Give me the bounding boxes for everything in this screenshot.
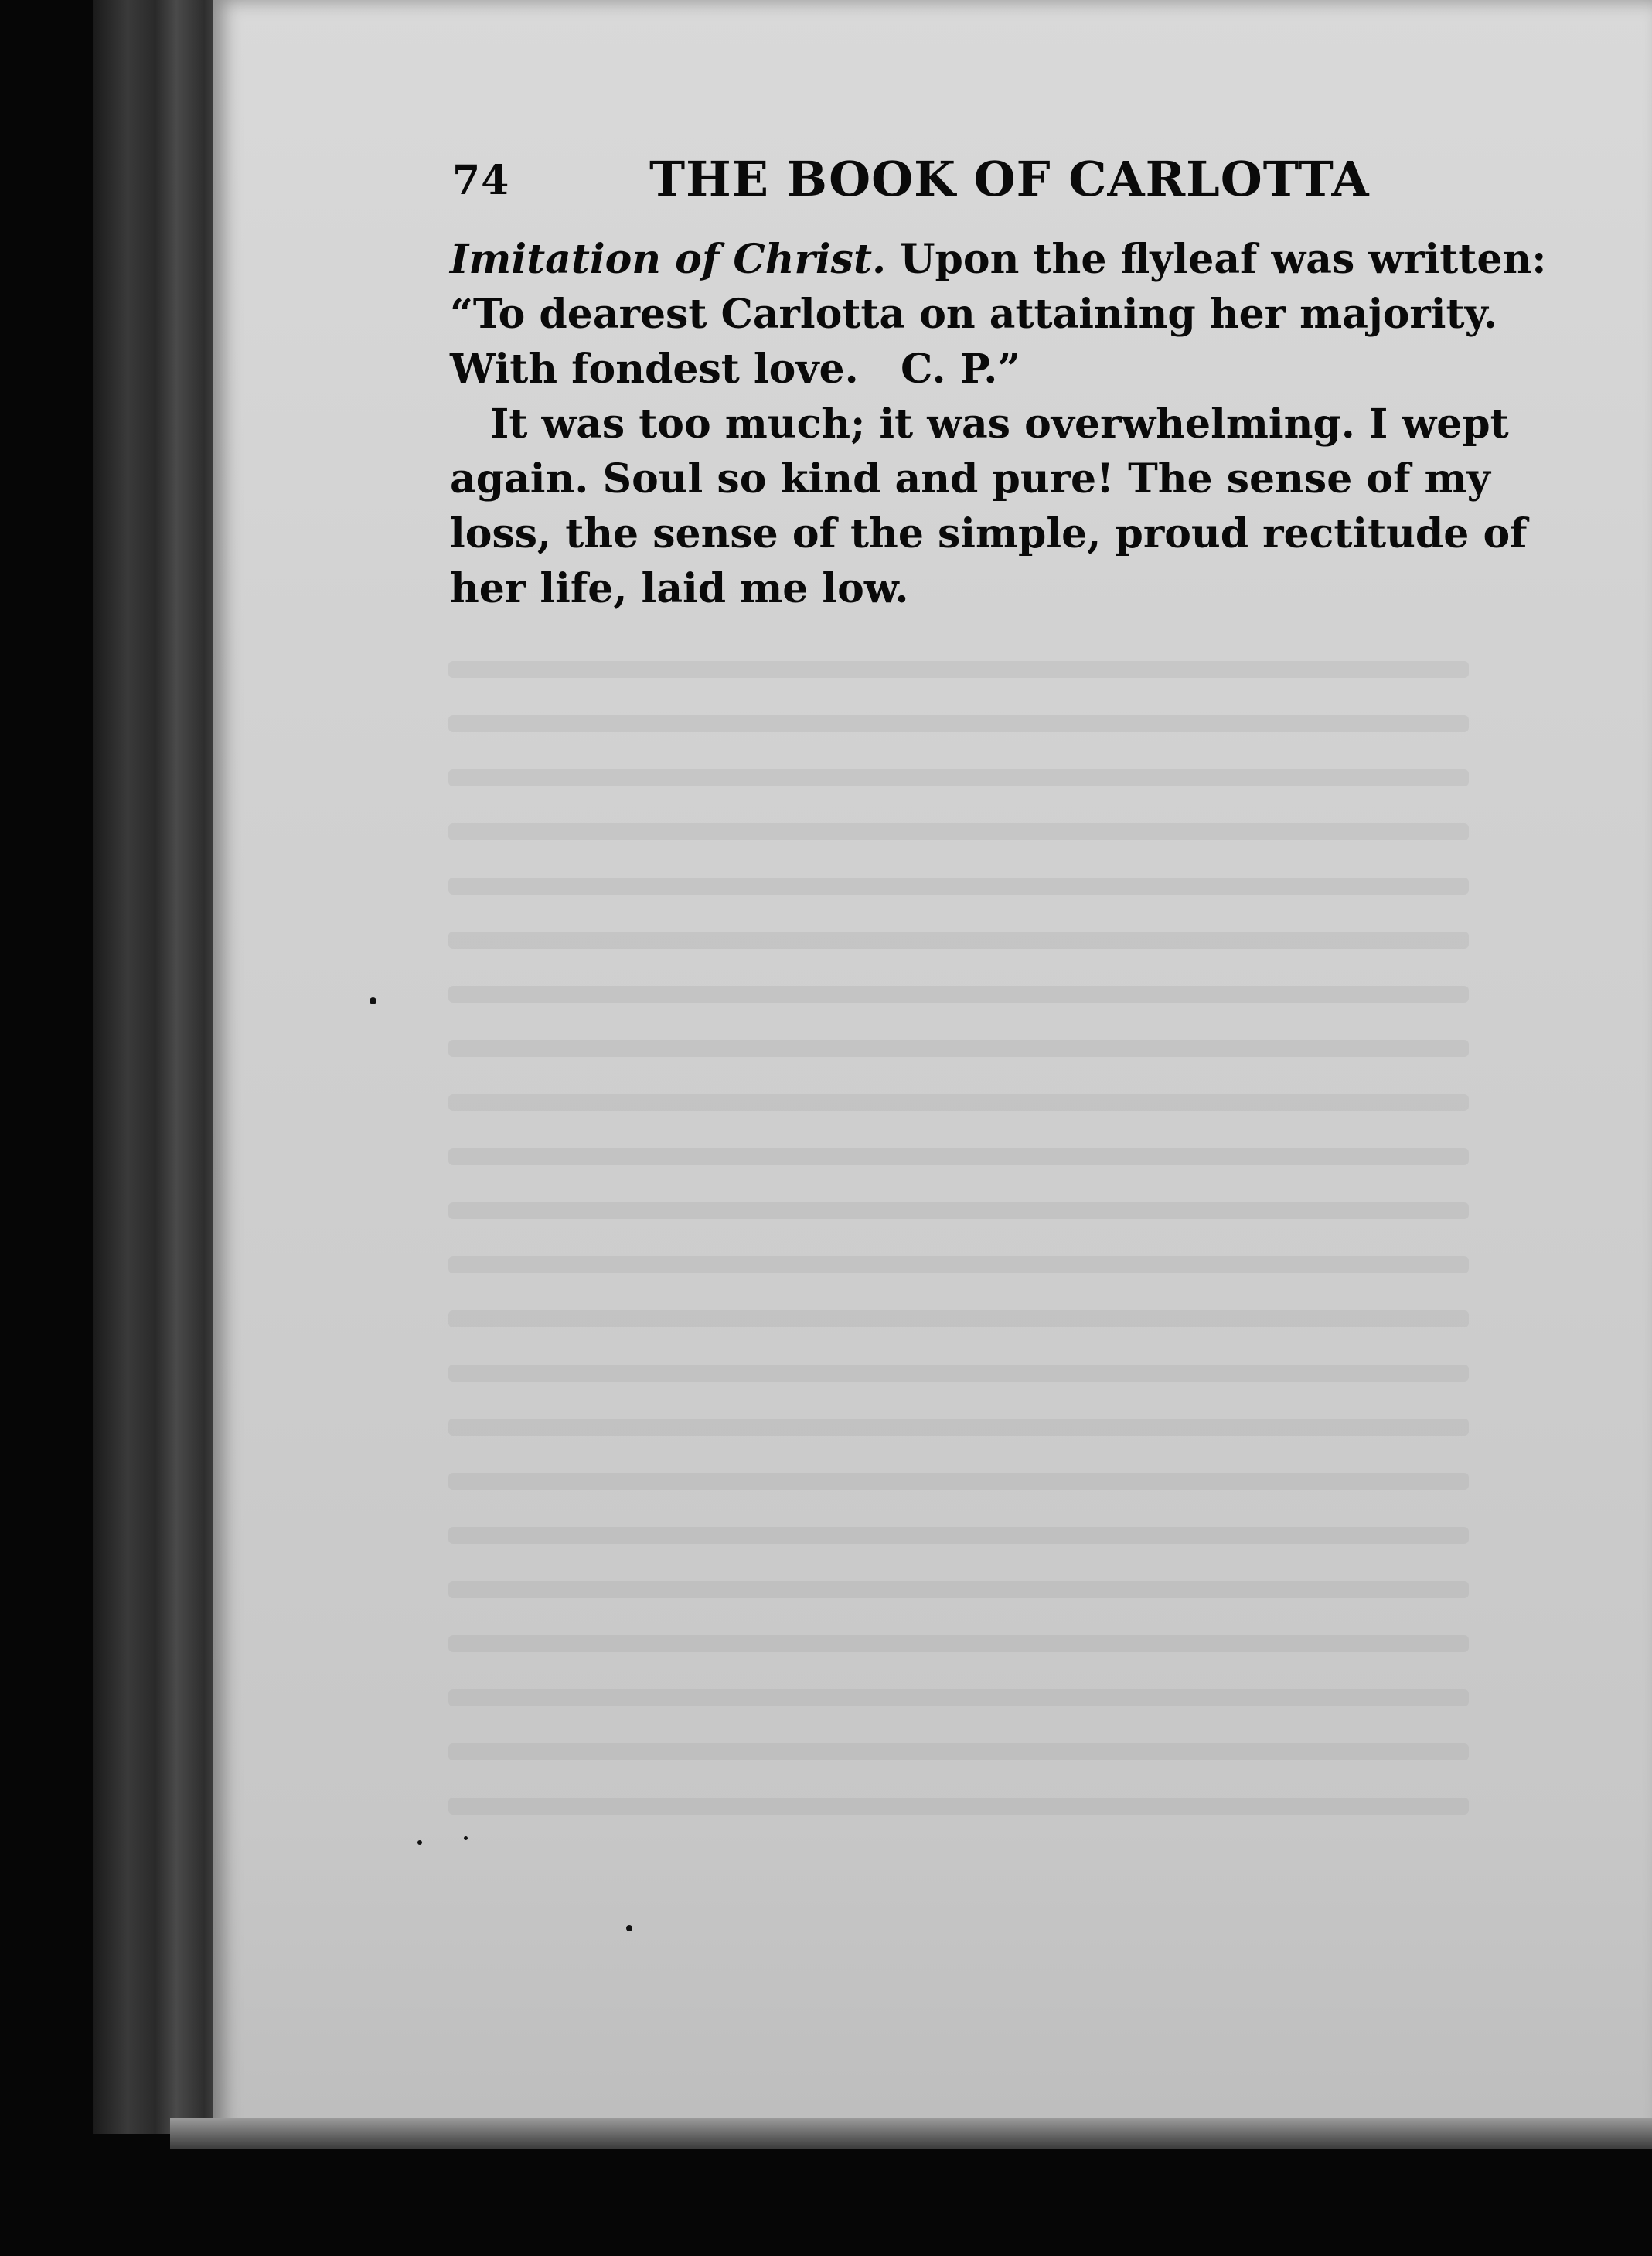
show-through-line [448,1256,1469,1273]
scan-speck [417,1840,422,1845]
show-through-line [448,715,1469,732]
show-through-line [448,823,1469,840]
show-through-line [448,1040,1469,1057]
show-through-line [448,1527,1469,1544]
page-bottom-edge [170,2118,1652,2149]
running-head [452,151,1473,213]
text-line [450,397,1509,452]
text-span: Upon the flyleaf was written: [900,236,1547,283]
text-line: her life, laid me low. [450,565,909,612]
show-through-line [448,1310,1469,1327]
text-line [450,232,1547,287]
show-through-line [448,1365,1469,1382]
show-through-line [448,986,1469,1003]
show-through-line [448,932,1469,949]
book-spine [93,0,232,2134]
scan-speck [464,1836,468,1840]
body-text [450,232,1547,616]
text-line: “To dearest Carlotta on attaining her majority. [450,291,1497,338]
show-through-line [448,1202,1469,1219]
scan-speck [370,997,376,1004]
paragraph [450,397,1528,616]
paragraph [450,232,1547,397]
text-span: It was too much; it was overwhelming. I wept [490,400,1509,448]
page-number: 74 [452,157,510,204]
show-through-line [448,1798,1469,1815]
running-title: THE BOOK OF CARLOTTA [649,151,1370,207]
text-line: With fondest love. C. P.” [450,346,1021,393]
show-through-line [448,1689,1469,1706]
text-line: again. Soul so kind and pure! The sense of my [450,455,1490,503]
show-through-line [448,1581,1469,1598]
book-title-italic: Imitation of Christ. [450,236,887,283]
show-through-line [448,1148,1469,1165]
show-through-line [448,1094,1469,1111]
scan-speck [626,1925,632,1931]
show-through-line [448,661,1469,678]
show-through-line [448,1635,1469,1652]
show-through-line [448,769,1469,786]
show-through-line [448,1743,1469,1760]
show-through-line [448,1473,1469,1490]
show-through-line [448,1419,1469,1436]
show-through-line [448,878,1469,895]
text-line: loss, the sense of the simple, proud rectitude of [450,510,1528,557]
